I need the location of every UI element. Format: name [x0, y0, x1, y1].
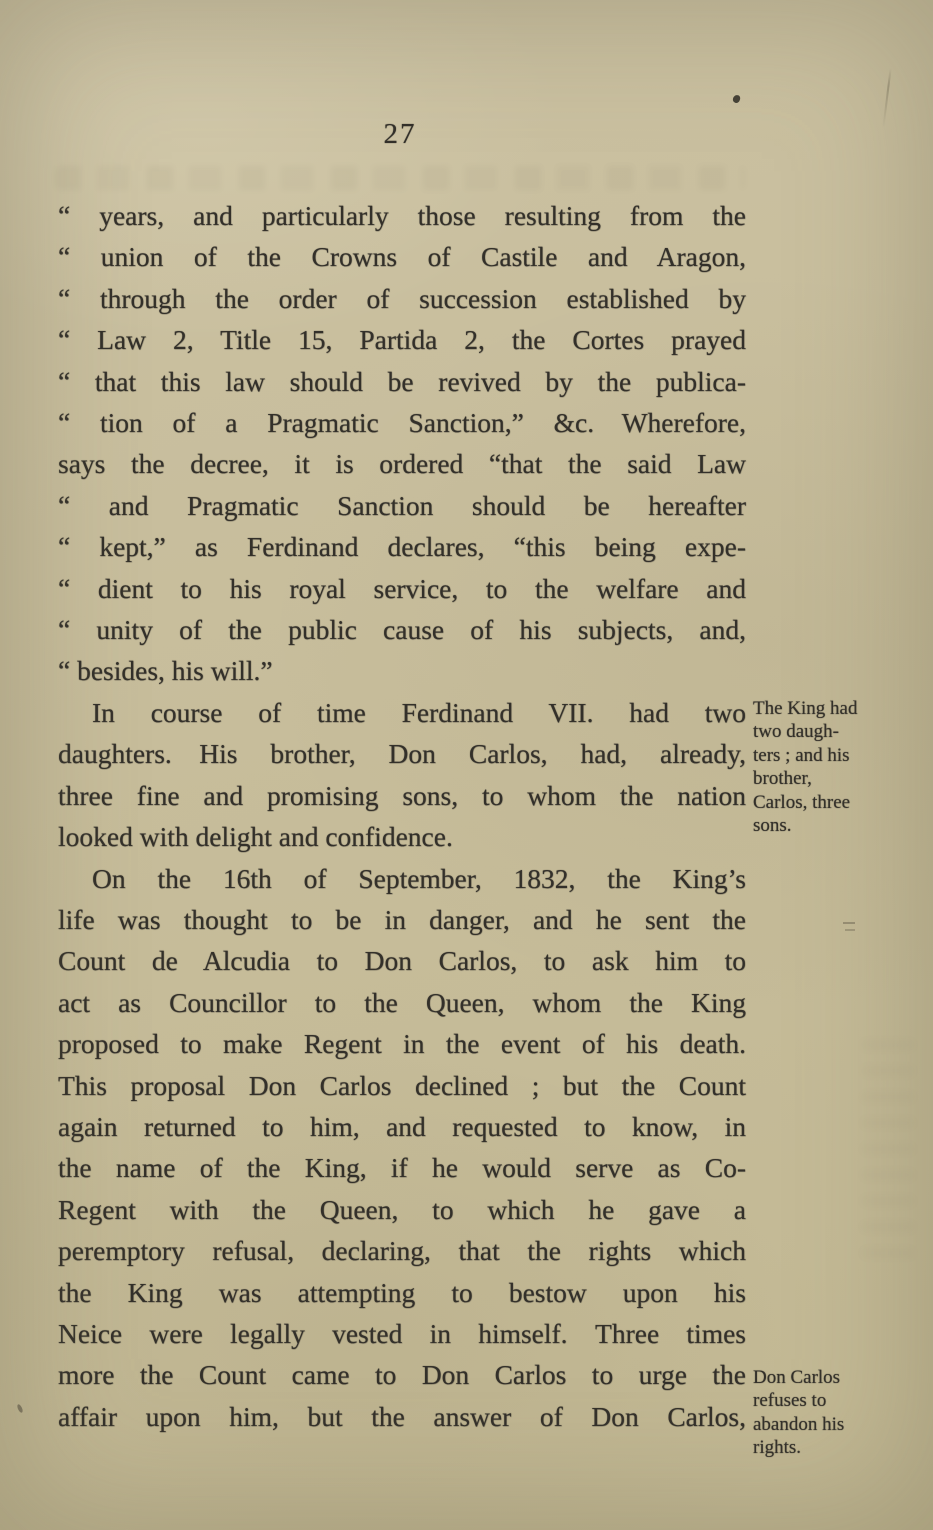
body-line: affair upon him, but the answer of Don Carlos, [58, 1400, 746, 1432]
show-through-margin-artifact [862, 1040, 914, 1270]
margin-note-line: rights. [753, 1437, 802, 1459]
body-text-column [58, 195, 746, 1437]
margin-note-line: Don Carlos [753, 1367, 841, 1388]
margin-note-line: brother, [753, 768, 812, 790]
body-line: “ that this law should be revived by the publica- [58, 365, 746, 397]
body-line: This proposal Don Carlos declined ; but the Count [58, 1069, 746, 1101]
body-line: the King was attempting to bestow upon his [58, 1276, 746, 1308]
body-line: proposed to make Regent in the event of his death. [58, 1028, 746, 1060]
body-line: daughters. His brother, Don Carlos, had, already, [58, 738, 746, 770]
scratch-mark [882, 68, 891, 128]
body-line: “ and Pragmatic Sanction should be hereafter [58, 489, 746, 521]
body-line: act as Councillor to the Queen, whom the King [58, 986, 746, 1018]
body-line-paragraph-end: looked with delight and confidence. [58, 821, 453, 853]
margin-note-line: abandon his [753, 1413, 845, 1435]
body-line: “ dient to his royal service, to the welfare and [58, 572, 746, 604]
body-line: three fine and promising sons, to whom the nation [58, 779, 746, 811]
margin-note-king-daughters [753, 697, 925, 837]
margin-note-line: two daugh- [753, 721, 840, 743]
body-line: the name of the King, if he would serve as Co- [58, 1152, 746, 1184]
faint-dash-marks [843, 920, 857, 934]
margin-note-line: Carlos, three [753, 791, 851, 813]
ink-speck [732, 94, 741, 104]
body-line: life was thought to be in danger, and he sent the [58, 903, 746, 935]
body-line-paragraph-end: “ besides, his will.” [58, 655, 273, 687]
body-line-paragraph-start: On the 16th of September, 1832, the King’s [92, 862, 746, 894]
margin-note-don-carlos-refusal [753, 1366, 925, 1460]
ink-speck [16, 1404, 23, 1414]
body-line: “ unity of the public cause of his subjects, and, [58, 614, 746, 646]
body-line: again returned to him, and requested to know, in [58, 1110, 746, 1142]
body-line: “ years, and particularly those resulting from the [58, 200, 746, 231]
body-line: Neice were legally vested in himself. Three times [58, 1317, 746, 1349]
body-line: “ through the order of succession established by [58, 282, 746, 314]
body-line: “ Law 2, Title 15, Partida 2, the Cortes prayed [58, 324, 746, 356]
body-line: Regent with the Queen, to which he gave a [58, 1193, 746, 1225]
margin-note-line: refuses to [753, 1390, 827, 1412]
body-line: “ kept,” as Ferdinand declares, “this being expe- [58, 531, 746, 563]
body-line: peremptory refusal, declaring, that the rights which [58, 1235, 746, 1267]
body-line: Count de Alcudia to Don Carlos, to ask him to [58, 945, 746, 977]
body-line-paragraph-start: In course of time Ferdinand VII. had two [92, 696, 746, 728]
margin-note-line: The King had [753, 698, 858, 719]
page-number: 27 [383, 118, 417, 150]
body-line: more the Count came to Don Carlos to urge the [58, 1359, 746, 1391]
show-through-text-artifact [55, 166, 745, 190]
body-line: says the decree, it is ordered “that the said Law [58, 448, 746, 480]
body-line: “ tion of a Pragmatic Sanction,” &c. Wherefore, [58, 407, 746, 439]
margin-note-line: ters ; and his [753, 744, 850, 766]
margin-note-line: sons. [753, 815, 792, 837]
body-line: “ union of the Crowns of Castile and Aragon, [58, 241, 746, 273]
